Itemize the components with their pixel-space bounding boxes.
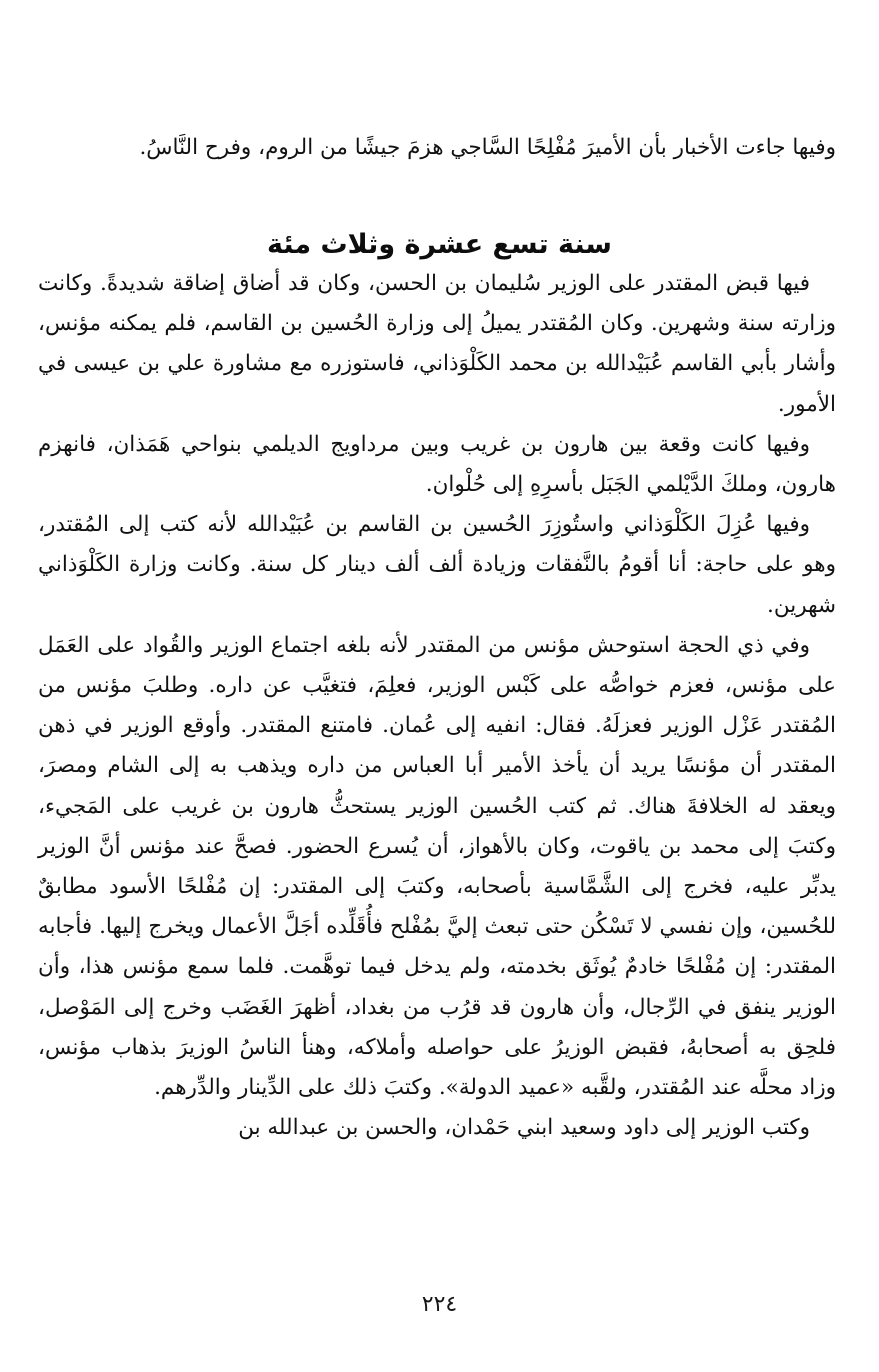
paragraph: وفيها كانت وقعة بين هارون بن غريب وبين مرداويج الديلمي بنواحي هَمَذان، فانهزم هارون، وملكَ الدَّيْلمي الجَبَل بأسرِهِ إلى حُلْوان. <box>38 431 836 498</box>
paragraph: وكتب الوزير إلى داود وسعيد ابني حَمْدان، والحسن بن عبدالله بن <box>238 1115 810 1141</box>
opening-paragraph: وفيها جاءت الأخبار بأن الأميرَ مُفْلِحًا السَّاجي هزمَ جيشًا من الروم، وفرح النَّاسُ. <box>139 135 836 160</box>
paragraph: فيها قبض المقتدر على الوزير سُليمان بن الحسن، وكان قد أضاق إضاقة شديدةً. وكانت وزارته سنة وشهرين. وكان المُقتدر يميلُ إلى وزارة الحُسين بن القاسم، فلم يمكنه مؤنس، وأشار بأبي القاسم عُبَيْدالله بن محمد الكَلْوَذاني، فاستوزره مع مشاورة علي بن عيسى في الأمور. <box>38 271 836 417</box>
paragraph: وفي ذي الحجة استوحش مؤنس من المقتدر لأنه بلغه اجتماع الوزير والقُواد على العَمَل على مؤنس، فعزم خواصُّه على كَبْس الوزير، فعلِمَ، فتغيَّب عن داره. وطلبَ مؤنس من المُقتدر عَزْل الوزير فعزلَهُ. فقال: انفيه إلى عُمان. فامتنع المقتدر. وأوقع الوزير في ذهن المقتدر أن مؤنسًا يريد أن يأخذ الأمير أبا العباس من داره ويذهب به إلى الشام ومصرَ، ويعقد له الخلافةَ هناك. ثم كتب الحُسين الوزير يستحثُّ هارون بن غريب على المَجيء، وكتبَ إلى محمد بن ياقوت، وكان بالأهواز، أن يُسرع الحضور. فصحَّ عند مؤنس أنَّ الوزير يدبِّر عليه، فخرج إلى الشَّمَّاسية بأصحابه، وكتبَ إلى المقتدر: إن مُفْلحًا الأسود مطابقٌ للحُسين، وإن نفسي لا تَسْكُن حتى تبعث إليَّ بمُفْلح فأُقَلِّده أجَلَّ الأعمال ويخرج إليها. فأجابه المقتدر: إن مُفْلحًا خادمٌ يُوثَق بخدمته، ولم يدخل فيما توهَّمت. فلما سمع مؤنس هذا، وأن الوزير ينفق في الرِّجال، وأن هارون قد قرُب من بغداد، أظهرَ الغَضَب وخرج إلى المَوْصل، فلحِق به أصحابهُ، فقبض الوزيرُ على حواصله وأملاكه، وهنأ الناسُ الوزيرَ بذهاب مؤنس، وزاد محلَّه عند المُقتدر، ولقَّبه «عميد الدولة». وكتبَ ذلك على الدِّينار والدِّرهم. <box>38 632 836 1101</box>
paragraph: وفيها عُزِلَ الكَلْوَذاني واستُوزِرَ الحُسين بن القاسم بن عُبَيْدالله لأنه كتب إلى المُقتدر، وهو على حاجة: أنا أقومُ بالنَّفقات وزيادة ألف ألف دينار كل سنة. وكانت وزارة الكَلْوَذاني شهرين. <box>38 512 836 618</box>
body-text <box>38 264 836 1148</box>
page-number: ٢٢٤ <box>421 1292 458 1317</box>
section-heading: سنة تسع عشرة وثلاث مئة <box>267 229 612 261</box>
